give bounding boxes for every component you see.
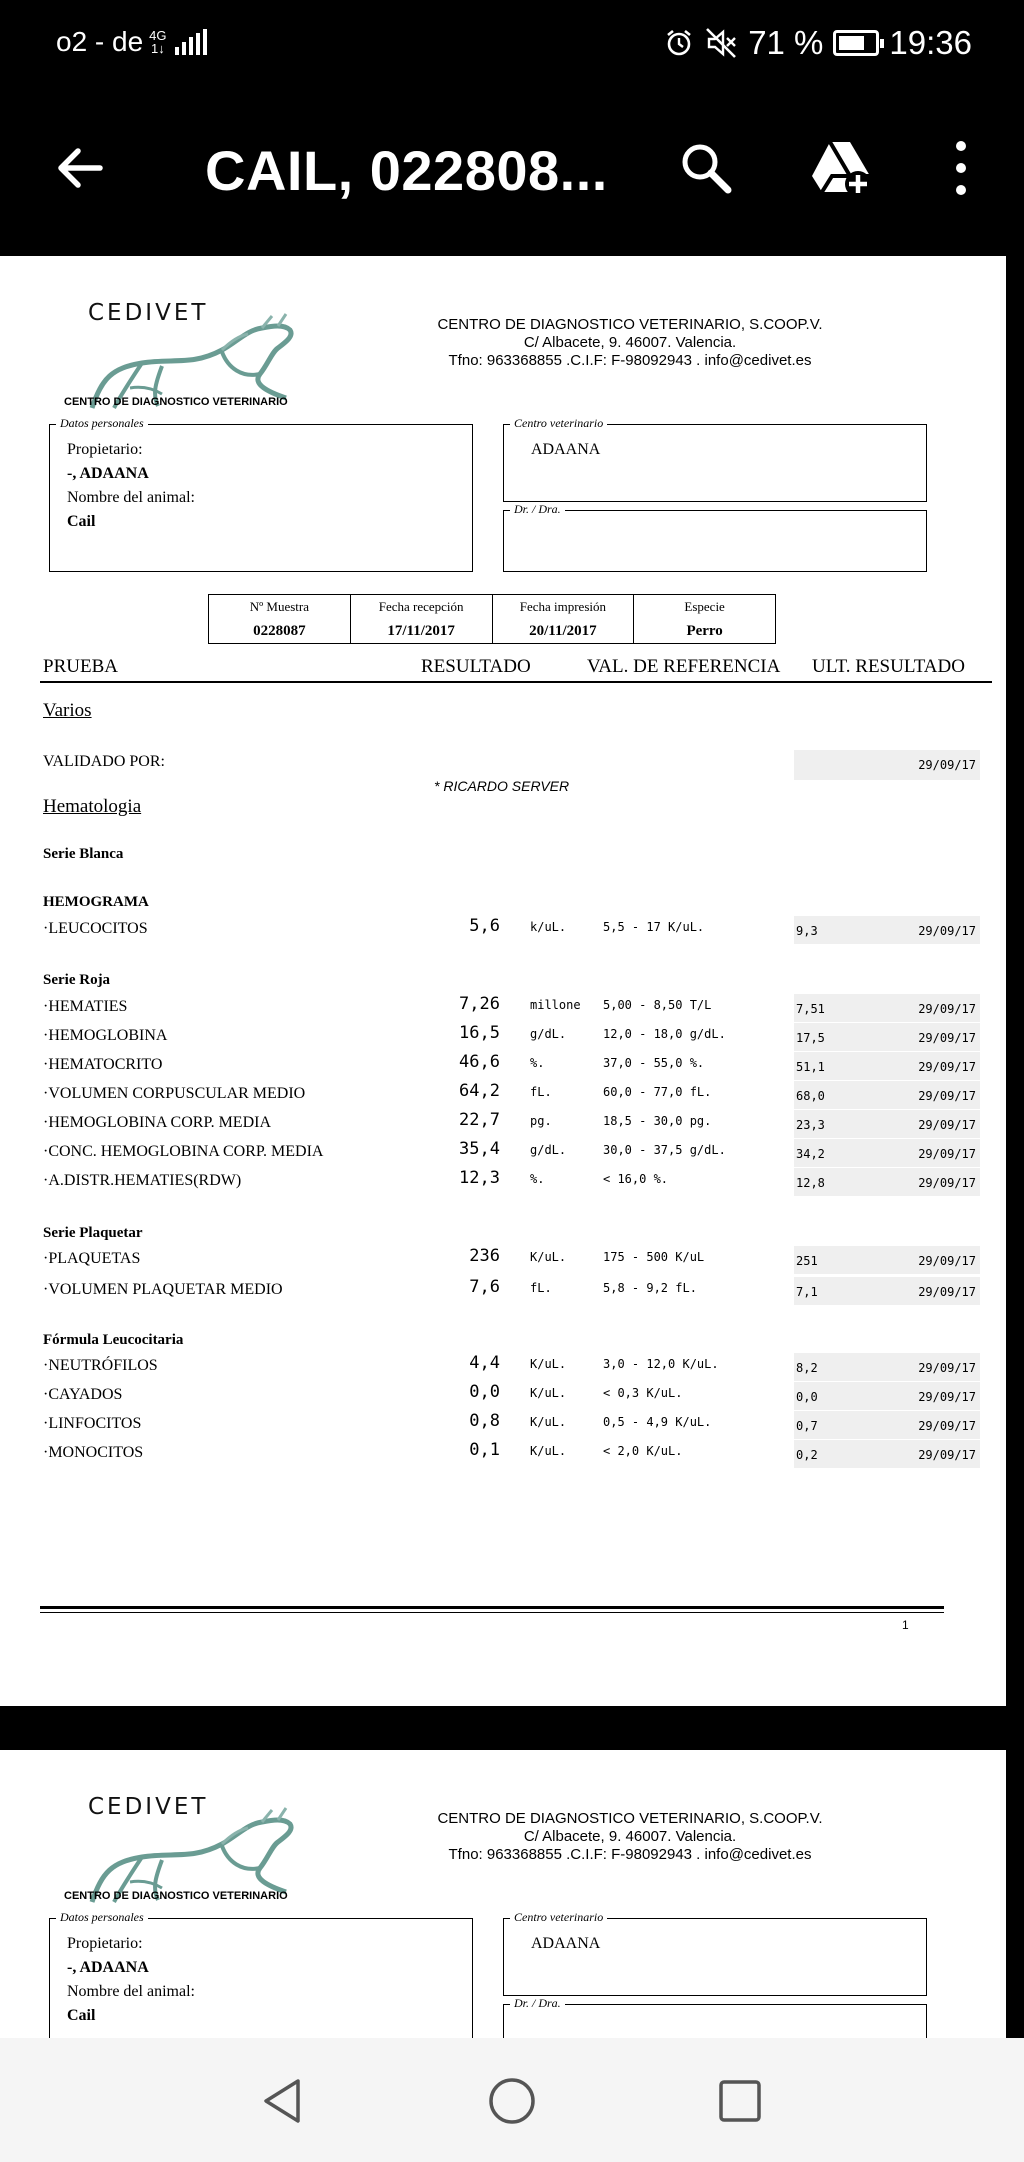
sample-info-table <box>208 594 776 644</box>
section-varios: Varios <box>43 700 92 721</box>
result-value: 0,1 <box>469 1440 500 1460</box>
datos-personales-box <box>49 416 473 572</box>
col-referencia: VAL. DE REFERENCIA <box>587 656 781 677</box>
section-hematologia: Hematologia <box>43 796 142 817</box>
previous-result-date: 29/09/17 <box>918 1448 976 1462</box>
result-unit: pg. <box>530 1114 552 1128</box>
previous-result: 8,2 <box>796 1361 818 1375</box>
previous-result: 7,1 <box>796 1285 818 1299</box>
result-value: 12,3 <box>459 1168 500 1188</box>
reference-range: 60,0 - 77,0 fL. <box>603 1085 712 1099</box>
datos-legend: Datos personales <box>56 416 148 431</box>
result-value: 16,5 <box>459 1023 500 1043</box>
header-rule <box>40 681 992 683</box>
validado-label: VALIDADO POR: <box>43 753 165 770</box>
result-value: 0,8 <box>469 1411 500 1431</box>
logo-subtitle: CENTRO DE DIAGNOSTICO VETERINARIO <box>64 396 288 408</box>
result-value: 7,6 <box>469 1277 500 1297</box>
datos-personales-box <box>49 1910 473 2038</box>
result-value: 64,2 <box>459 1081 500 1101</box>
network-type-icon: 4G 1↓ <box>149 28 167 56</box>
previous-result-date: 29/09/17 <box>918 1419 976 1433</box>
test-name: ·PLAQUETAS <box>43 1250 141 1267</box>
previous-result-date: 29/09/17 <box>918 1147 976 1161</box>
test-name: ·NEUTRÓFILOS <box>43 1357 158 1374</box>
result-row <box>0 994 1006 1022</box>
lab-address: C/ Albacete, 9. 46007. Valencia. <box>523 334 737 351</box>
previous-result-date: 29/09/17 <box>918 1254 976 1268</box>
document-viewer[interactable] <box>0 256 1024 2038</box>
propietario-value: -, ADAANA <box>67 465 149 482</box>
previous-result: 0,0 <box>796 1390 818 1404</box>
lab-header <box>420 1810 840 1864</box>
footer-rule-thin <box>40 1612 944 1613</box>
result-unit: K/uL. <box>530 1415 567 1429</box>
battery-percent: 71 % <box>748 24 824 61</box>
previous-result: 17,5 <box>796 1031 825 1045</box>
previous-result-date: 29/09/17 <box>918 1390 976 1404</box>
test-name: ·VOLUMEN PLAQUETAR MEDIO <box>43 1281 283 1298</box>
nav-back-icon[interactable] <box>258 2076 308 2126</box>
previous-result-date: 29/09/17 <box>918 1031 976 1045</box>
reference-range: < 0,3 K/uL. <box>603 1386 683 1400</box>
logo-text: CEDIVET <box>88 300 209 326</box>
result-unit: g/dL. <box>530 1027 567 1041</box>
lab-header <box>420 316 840 370</box>
validator-name: * RICARDO SERVER <box>434 778 570 794</box>
previous-result: 7,51 <box>796 1002 825 1016</box>
col-resultado: RESULTADO <box>421 656 531 677</box>
status-bar <box>0 0 1024 88</box>
previous-result-date: 29/09/17 <box>918 1361 976 1375</box>
doctor-legend: Dr. / Dra. <box>510 502 565 517</box>
previous-result-date: 29/09/17 <box>918 1060 976 1074</box>
centro-value: ADAANA <box>531 1935 601 1952</box>
footer-rule <box>40 1606 944 1609</box>
col-ultimo: ULT. RESULTADO <box>812 656 965 677</box>
col-prueba: PRUEBA <box>43 656 118 677</box>
previous-result: 23,3 <box>796 1118 825 1132</box>
meta-recepcion: Fecha recepción 17/11/2017 <box>351 595 493 643</box>
status-right <box>664 24 972 62</box>
test-name: ·A.DISTR.HEMATIES(RDW) <box>43 1172 242 1189</box>
result-value: 4,4 <box>469 1353 500 1373</box>
result-row <box>0 1353 1006 1381</box>
reference-range: 5,8 - 9,2 fL. <box>603 1281 697 1295</box>
previous-result-date: 29/09/17 <box>918 1176 976 1190</box>
result-value: 35,4 <box>459 1139 500 1159</box>
lab-name: CENTRO DE DIAGNOSTICO VETERINARIO, S.COOP.V. <box>437 1810 823 1827</box>
result-unit: %. <box>530 1172 545 1186</box>
meta-muestra: Nº Muestra 0228087 <box>209 595 351 643</box>
result-unit: K/uL. <box>530 1357 567 1371</box>
test-name: ·CONC. HEMOGLOBINA CORP. MEDIA <box>43 1143 324 1160</box>
animal-label: Nombre del animal: <box>67 1983 195 2000</box>
animal-label: Nombre del animal: <box>67 489 195 506</box>
meta-impresion: Fecha impresión 20/11/2017 <box>493 595 635 643</box>
result-unit: fL. <box>530 1085 552 1099</box>
result-value: 0,0 <box>469 1382 500 1402</box>
result-unit: %. <box>530 1056 545 1070</box>
reference-range: 5,00 - 8,50 T/L <box>603 998 712 1012</box>
test-name: ·HEMOGLOBINA CORP. MEDIA <box>43 1114 272 1131</box>
centro-veterinario-box <box>503 1910 927 1996</box>
serie-roja-heading: Serie Roja <box>43 972 111 988</box>
result-value: 236 <box>469 1246 500 1266</box>
page-number: 1 <box>902 1618 909 1632</box>
logo-text: CEDIVET <box>88 1794 209 1820</box>
result-unit: K/uL. <box>530 1386 567 1400</box>
previous-result-date: 29/09/17 <box>918 1118 976 1132</box>
result-row <box>0 1052 1006 1080</box>
doctor-box <box>503 502 927 572</box>
result-unit: g/dL. <box>530 1143 567 1157</box>
previous-result-date: 29/09/17 <box>918 1002 976 1016</box>
test-name: ·VOLUMEN CORPUSCULAR MEDIO <box>43 1085 306 1102</box>
reference-range: 37,0 - 55,0 %. <box>603 1056 705 1070</box>
previous-result: 0,2 <box>796 1448 818 1462</box>
nav-home-icon[interactable] <box>487 2076 537 2126</box>
serie-blanca-heading: Serie Blanca <box>43 846 124 862</box>
reference-range: 30,0 - 37,5 g/dL. <box>603 1143 726 1157</box>
test-name: ·CAYADOS <box>43 1386 123 1403</box>
previous-result: 51,1 <box>796 1060 825 1074</box>
result-row <box>0 1246 1006 1274</box>
reference-range: 12,0 - 18,0 g/dL. <box>603 1027 726 1041</box>
clock: 19:36 <box>889 24 972 61</box>
propietario-label: Propietario: <box>67 441 143 458</box>
centro-veterinario-box <box>503 416 927 502</box>
battery-icon <box>833 30 879 56</box>
search-icon[interactable] <box>676 138 736 198</box>
lab-contact: Tfno: 963368855 .C.I.F: F-98092943 . info@cedivet.es <box>448 352 812 369</box>
previous-result: 68,0 <box>796 1089 825 1103</box>
lab-name: CENTRO DE DIAGNOSTICO VETERINARIO, S.COOP.V. <box>437 316 823 333</box>
serie-plaquetar-heading: Serie Plaquetar <box>43 1225 143 1241</box>
test-name: ·HEMOGLOBINA <box>43 1027 168 1044</box>
more-options-icon[interactable] <box>946 138 976 198</box>
animal-value: Cail <box>67 513 96 530</box>
result-value: 22,7 <box>459 1110 500 1130</box>
lab-address: C/ Albacete, 9. 46007. Valencia. <box>523 1828 737 1845</box>
previous-result: 12,8 <box>796 1176 825 1190</box>
test-name: ·MONOCITOS <box>43 1444 144 1461</box>
animal-value: Cail <box>67 2007 96 2024</box>
result-value: 7,26 <box>459 994 500 1014</box>
datos-legend: Datos personales <box>56 1910 148 1925</box>
previous-result: 251 <box>796 1254 818 1268</box>
reference-range: < 16,0 %. <box>603 1172 669 1186</box>
result-unit: millone <box>530 998 581 1012</box>
reference-range: < 2,0 K/uL. <box>603 1444 683 1458</box>
result-unit: fL. <box>530 1281 552 1295</box>
nav-recents-icon[interactable] <box>717 2078 763 2124</box>
signal-icon <box>175 29 207 55</box>
doctor-legend: Dr. / Dra. <box>510 1996 565 2011</box>
doctor-box <box>503 1996 927 2038</box>
formula-leucocitaria-heading: Fórmula Leucocitaria <box>43 1332 184 1348</box>
validado-date: 29/09/17 <box>918 758 976 772</box>
reference-range: 18,5 - 30,0 pg. <box>603 1114 712 1128</box>
reference-range: 0,5 - 4,9 K/uL. <box>603 1415 712 1429</box>
lab-contact: Tfno: 963368855 .C.I.F: F-98092943 . info@cedivet.es <box>448 1846 812 1863</box>
propietario-value: -, ADAANA <box>67 1959 149 1976</box>
reference-range: 175 - 500 K/uL <box>603 1250 705 1264</box>
result-row <box>0 1139 1006 1167</box>
carrier-name: o2 - de <box>56 26 144 57</box>
logo-subtitle: CENTRO DE DIAGNOSTICO VETERINARIO <box>64 1890 288 1902</box>
centro-legend: Centro veterinario <box>510 1910 607 1925</box>
test-name: ·LINFOCITOS <box>43 1415 142 1432</box>
propietario-label: Propietario: <box>67 1935 143 1952</box>
centro-value: ADAANA <box>531 441 601 458</box>
previous-result: 34,2 <box>796 1147 825 1161</box>
meta-especie: Especie Perro <box>684 599 725 639</box>
test-name: ·HEMATOCRITO <box>43 1056 163 1073</box>
result-row <box>0 1277 1006 1305</box>
result-value: 46,6 <box>459 1052 500 1072</box>
battery-level <box>839 36 863 50</box>
centro-legend: Centro veterinario <box>510 416 607 431</box>
reference-range: 3,0 - 12,0 K/uL. <box>603 1357 719 1371</box>
alarm-icon <box>664 28 694 58</box>
result-unit: K/uL. <box>530 1250 567 1264</box>
hemograma-heading: HEMOGRAMA <box>43 894 149 910</box>
result-row <box>0 1440 1006 1468</box>
result-row <box>0 1382 1006 1410</box>
previous-result-date: 29/09/17 <box>918 1285 976 1299</box>
app-bar <box>0 88 1024 256</box>
test-name: ·HEMATIES <box>43 998 128 1015</box>
result-unit: K/uL. <box>530 1444 567 1458</box>
add-to-drive-icon[interactable] <box>808 136 874 198</box>
result-row <box>0 1411 1006 1439</box>
navigation-bar <box>0 2038 1024 2162</box>
result-row <box>0 1081 1006 1109</box>
report-page-2 <box>0 1750 1006 2038</box>
result-row <box>0 1023 1006 1051</box>
back-arrow-icon[interactable] <box>52 140 108 196</box>
report-page-1 <box>0 256 1006 1706</box>
mute-icon <box>704 26 738 60</box>
document-title: CAIL, 022808... <box>205 139 608 202</box>
status-left <box>56 26 207 58</box>
result-row-leucocitos: ·LEUCOCITOS 5,6 k/uL. 5,5 - 17 K/uL. 9,3 29/09/17 <box>0 916 1006 944</box>
result-row <box>0 1110 1006 1138</box>
previous-result-date: 29/09/17 <box>918 1089 976 1103</box>
result-row <box>0 1168 1006 1196</box>
previous-result: 0,7 <box>796 1419 818 1433</box>
